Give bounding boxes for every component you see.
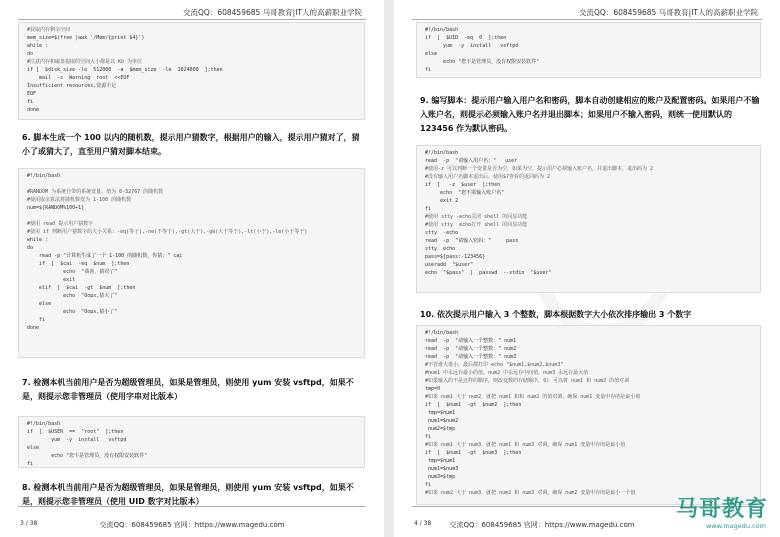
page-footer: 交流QQ：608459685 官网：https://www.magedu.com (449, 521, 635, 529)
code-line: num1=$num3 (425, 466, 459, 472)
code-line: if [ $UID -eq 0 ];then (425, 35, 507, 41)
code-line: do (27, 51, 34, 57)
question-8: 8. 检测本机当前用户是否为超级管理员，如果是管理员，则使用 yum 安装 vsftpd，如果不是，则提示您非管理员（使用 UID 数字对比版本） (22, 483, 354, 506)
code-line: echo "您不是管理员，没有权限安装软件" (425, 59, 540, 65)
code-line: elif [ $cai -gt $num ];then (27, 285, 136, 291)
code-line: #注意内存和磁盘提取的空间大小都是以 Kb 为单位 (27, 59, 143, 65)
code-line: fi (425, 206, 432, 212)
header-divider (412, 19, 762, 20)
code-line: tmp=$num1 (425, 458, 456, 464)
code-line: fi (27, 317, 46, 323)
page-number: 4 / 38 (414, 520, 432, 527)
code-line: echo "您不需输入账户名" (425, 190, 505, 196)
code-line: num3=$tmp (425, 474, 456, 480)
code-line: echo "$pass" | passwd --stdin "$user" (425, 270, 552, 276)
code-line: #RANDOM 为系统自带的系统变量，值为 0-32767 的随机数 (27, 189, 164, 195)
code-line: #如果输入的不是这样的顺序，则改变数的存储顺序，如：可以将 num1 和 num2 的值对调 (425, 378, 630, 384)
code-line: if [ $num1 -gt $num2 ];then (425, 402, 522, 408)
code-line: tmp=$num1 (425, 410, 456, 416)
code-block-guess-number (18, 168, 365, 358)
code-line: #!/bin/bash (425, 27, 459, 33)
code-block-uid-check (416, 22, 761, 78)
code-line: read -p "请输入用户名：" user (425, 158, 518, 164)
code-line: #!/bin/bash (27, 421, 61, 427)
page-footer: 交流QQ：608459685 官网：https://www.magedu.com (99, 521, 285, 529)
code-line: else (27, 301, 52, 307)
code-line: EOF (27, 91, 37, 97)
code-line: if [ $disk_size -le 512000 -a $mem_size -le 1024000 ];then (27, 67, 223, 73)
brand-logo: 马哥教育 (675, 497, 768, 522)
code-block-create-user (416, 145, 761, 293)
code-line: #使用 read 提示用户猜数字 (27, 221, 94, 227)
question-7: 7. 检测本机当前用户是否为超级管理员，如果是管理员，则使用 yum 安装 vsftpd，如果不是，则提示您非管理员（使用字串对比版本） (22, 378, 354, 401)
code-line: pass=${pass:-123456} (425, 254, 486, 260)
code-line: fi (425, 434, 432, 440)
left-page (0, 0, 384, 537)
code-line: stty echo (425, 246, 456, 252)
code-line: if [ $USER == "root" ];then (27, 429, 124, 435)
code-line: else (27, 445, 40, 451)
code-line: exit (27, 277, 76, 283)
code-line: #如果 num1 大于 num2，就把 num1 和和 num2 的值对调，确保 num1 变量中存的是最小值 (425, 394, 641, 400)
code-line: echo "Oops,猜小了" (27, 309, 118, 315)
code-line: echo "Oops,猜大了" (27, 293, 118, 299)
question-10: 10. 依次提示用户输入 3 个整数，脚本根据数字大小依次排序输出 3 个数字 (420, 310, 692, 319)
code-line: exit 2 (425, 198, 459, 204)
code-line: num1=$num2 (425, 418, 459, 424)
code-line: #num1 中永远存最小的值，num2 中永远存中间值，num3 永远存最大值 (425, 370, 589, 376)
code-line: echo "您不是管理员，没有权限安装软件" (27, 453, 148, 459)
code-block-user-check (18, 416, 365, 468)
page-number: 3 / 38 (20, 520, 38, 527)
code-line: read -p "请输入一个整数：" num1 (425, 338, 517, 344)
code-line: #使用-z 可以判断一个变量是否为空，如果为空，提示用户必须输入账户名，并退出脚本，退出码为 2 (425, 166, 654, 172)
code-line: useradd "$user" (425, 262, 474, 268)
code-line: echo "恭喜，猜对了" (27, 269, 118, 275)
header-divider (18, 19, 366, 20)
code-line: read -p "请输入密码：" pass (425, 238, 519, 244)
code-line: mail -s Warning root <<EOF (27, 75, 130, 81)
code-line: num=$[RANDOM%100+1] (27, 205, 85, 211)
code-line: #!/bin/bash (425, 330, 459, 336)
code-line: fi (425, 482, 432, 488)
code-line: #使用 stty echo打开 shell 的回显功能 (425, 222, 528, 228)
code-line: else (425, 51, 438, 57)
code-line: Insufficient resources,资源不足 (27, 83, 117, 89)
code-line: done (27, 107, 40, 113)
question-6: 6. 脚本生成一个 100 以内的随机数，提示用户猜数字，根据用户的输入，提示用户猜对了，猜小了或猜大了，直至用户猜对脚本结束。 (22, 133, 360, 156)
code-line: fi (27, 99, 34, 105)
code-line: mem_size=$(free |awk '/Mem/{print $4}') (27, 35, 145, 41)
code-line: num2=$tmp (425, 426, 456, 432)
code-line: fi (27, 461, 34, 467)
code-line (27, 212, 358, 220)
code-block-sort-numbers (416, 325, 761, 505)
code-line: #没有输入用户名脚本退出后，使用$?查看的返回码为 2 (425, 174, 551, 180)
code-line: while : (27, 43, 49, 49)
brand-url: www.magedu.com (705, 522, 766, 530)
code-line: #不管谁大谁小，最后都打印 echo "$num1,$num2,$num3" (425, 362, 564, 368)
code-line: #获取内存剩余空间 (27, 27, 71, 33)
code-line: tmp=0 (425, 386, 441, 392)
code-line: #如果 num2 大于 num3，就把 num2 和 num3 对调，确保 num2 变量中存的是最小一个值 (425, 490, 636, 496)
code-line: if [ -z $user ];then (425, 182, 501, 188)
right-page (394, 0, 780, 537)
code-line: #如果 num1 大于 num3，就把 num1 和 num3 对调，确保 num1 变量中存的是最小值 (425, 442, 626, 448)
code-block-disk-memory (18, 22, 365, 120)
page-header: 交流QQ：608459685 马哥教育|IT人的高薪职业学院 (579, 8, 758, 17)
code-line: do (27, 245, 34, 251)
question-9: 9. 编写脚本：提示用户输入用户名和密码，脚本自动创建相应的账户及配置密码。如果用户不输入账户名，则提示必须输入账户名并退出脚本；如果用户不输入密码，则统一使用默认的 123456 作为默认密码。 (420, 96, 760, 133)
code-line: yum -y install vsftpd (27, 437, 127, 443)
code-line: #!/bin/bash (425, 150, 459, 156)
code-line: done (27, 325, 40, 331)
code-line: while : (27, 237, 49, 243)
code-line: read -p "请输入一个整数：" num3 (425, 354, 517, 360)
code-line: #使用 stty -echo关闭 shell 的回显功能 (425, 214, 528, 220)
code-line: read -p "请输入一个整数：" num2 (425, 346, 517, 352)
code-line: #使用 if 判断用户猜数字的大小关系：-eq(等于),-ne(不等于),-gt(大于),-ge(大于等于),-lt(小于),-le(小于等于) (27, 229, 308, 235)
footer-divider (18, 506, 366, 507)
code-line: if [ $num1 -gt $num3 ];then (425, 450, 522, 456)
code-line: read -p "计算机生成了一个 1-100 的随机数，你猜：" cai (27, 253, 183, 259)
code-line: #!/bin/bash (27, 173, 61, 179)
code-line: if [ $cai -eq $num ];then (27, 261, 130, 267)
code-line: stty -echo (425, 230, 459, 236)
code-line: #使用取余算法将随机数变为 1-100 的随机数 (27, 197, 132, 203)
code-line: fi (425, 67, 432, 73)
code-line (27, 180, 358, 188)
code-line: yum -y install vsftpd (425, 43, 519, 49)
page-header: 交流QQ：608459685 马哥教育|IT人的高薪职业学院 (183, 8, 362, 17)
